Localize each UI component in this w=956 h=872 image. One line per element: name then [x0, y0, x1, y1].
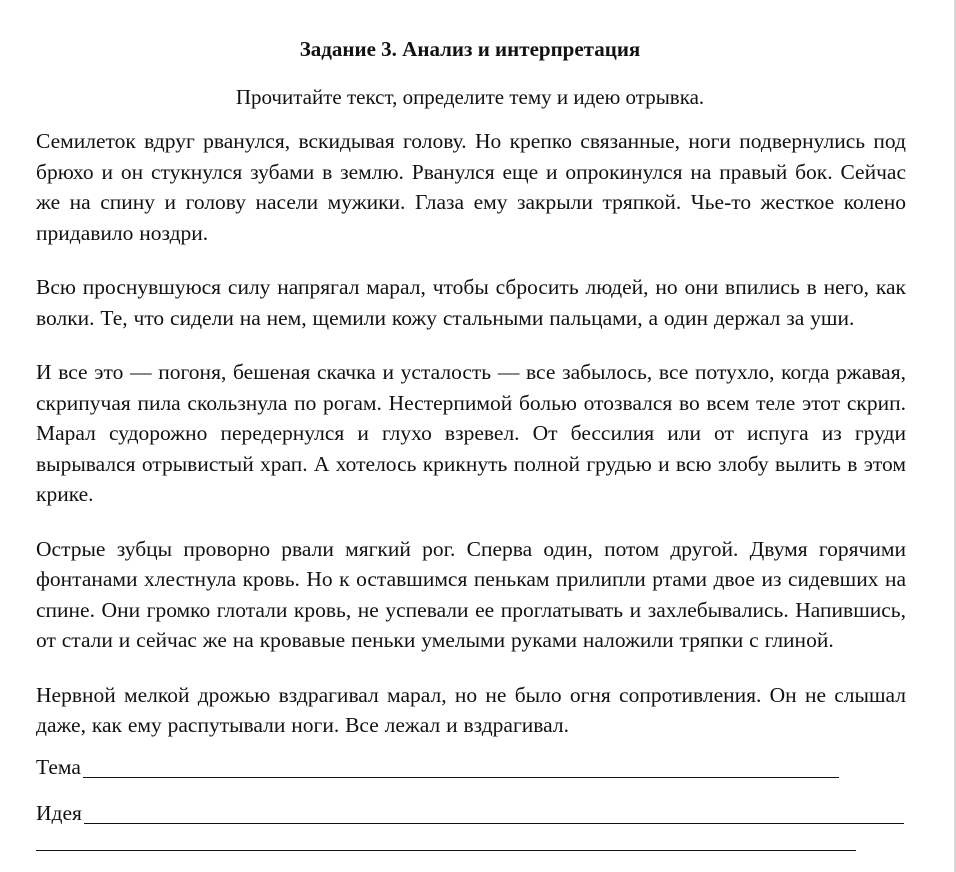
reading-passage — [36, 126, 906, 741]
task-title: Задание 3. Анализ и интерпретация — [299, 37, 641, 61]
theme-label: Тема — [36, 755, 81, 779]
passage-paragraph-5: Нервной мелкой дрожью вздрагивал марал, но не было огня сопротивления. Он не слышал даже, как ему распутывали ноги. Все лежал и вздрагивал. — [36, 682, 906, 737]
idea-answer-row — [36, 796, 904, 826]
idea-continuation-blank[interactable] — [36, 850, 856, 851]
task-instruction: Прочитайте текст, определите тему и идею отрывка. — [235, 85, 705, 109]
idea-answer-blank[interactable] — [84, 799, 904, 824]
passage-paragraph-3: И все это — погоня, бешеная скачка и усталость — все забылось, все потухло, когда ржавая, скрипучая пила скользнула по рогам. Нестерпимой болью отозвался во всем теле этот скрип. Марал судорожно передернулся и глухо взревел. От бессилия или от испуга из груди вырывался отрывистый храп. А хотелось крикнуть полной грудью и всю злобу вылить в этом крике. — [36, 360, 906, 506]
idea-label: Идея — [36, 801, 82, 825]
theme-answer-row — [36, 750, 839, 780]
passage-paragraph-2: Всю проснувшуюся силу напрягал марал, чтобы сбросить людей, но они впились в него, как волки. Те, что сидели на нем, щемили кожу стальными пальцами, а один держал за уши. — [36, 275, 906, 330]
passage-paragraph-4: Острые зубцы проворно рвали мягкий рог. Сперва один, потом другой. Двумя горячими фонтанами хлестнула кровь. Но к оставшимся пенькам прилипли ртами двое из сидевших на спине. Они громко глотали кровь, не успевали ее проглатывать и захлебывались. Напившись, от стали и сейчас же на кровавые пеньки умелыми руками наложили тряпки с глиной. — [36, 536, 906, 652]
theme-answer-blank[interactable] — [83, 753, 839, 778]
passage-paragraph-1: Семилеток вдруг рванулся, вскидывая голову. Но крепко связанные, ноги подвернулись под брюхо и он стукнулся зубами в землю. Рванулся еще и опрокинулся на правый бок. Сейчас же на спину и голову насели мужики. Глаза ему закрыли тряпкой. Чье-то жесткое колено придавило ноздри. — [36, 129, 906, 245]
